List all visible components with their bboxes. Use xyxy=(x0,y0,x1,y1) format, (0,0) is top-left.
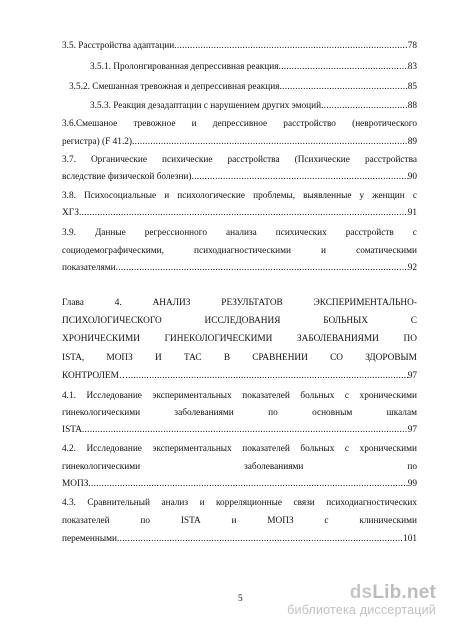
toc-word: экспериментальных xyxy=(152,444,232,454)
toc-entry xyxy=(62,424,417,436)
toc-word: ISTA xyxy=(180,516,201,526)
toc-word: ISTA, xyxy=(62,353,85,363)
toc-word: гинекологическими xyxy=(62,408,141,418)
toc-word: МОПЗ xyxy=(267,516,294,526)
toc-word: расстройств xyxy=(345,228,394,238)
toc-word: ПСИХОЛОГИЧЕСКОГО xyxy=(62,316,162,326)
toc-word: экспериментальных xyxy=(152,391,232,401)
toc-entry xyxy=(62,533,417,545)
toc-word: связи xyxy=(293,498,315,508)
toc-entry-title: 3.5.2. Смешанная тревожная и депрессивная реакция xyxy=(69,82,280,92)
toc-entry-page: 78 xyxy=(407,41,417,51)
toc-word: корреляционные xyxy=(216,498,282,508)
toc-entry-title: регистра) (F 41.2) xyxy=(62,137,133,147)
toc-word: и xyxy=(199,498,205,508)
toc-word: ИССЛЕДОВАНИЯ xyxy=(204,316,281,326)
watermark xyxy=(287,583,436,617)
toc-entry xyxy=(62,40,417,52)
toc-entry-page: 97 xyxy=(407,425,417,435)
toc-word: проблемы, xyxy=(253,191,296,201)
toc-word: с xyxy=(412,228,417,238)
toc-word: СРАВНЕНИИ xyxy=(252,353,308,363)
toc-word: тревожное xyxy=(133,119,176,129)
toc-word: анализ xyxy=(161,498,189,508)
toc-word: с xyxy=(412,191,417,201)
toc-word: больных xyxy=(300,444,335,454)
toc-entry xyxy=(62,207,417,219)
toc-leader xyxy=(117,533,403,545)
toc-entry xyxy=(62,370,417,382)
toc-word: Исследование xyxy=(86,444,142,454)
toc-entry-title: показателями xyxy=(62,263,116,273)
toc-word: В xyxy=(223,353,231,363)
toc-entry-line xyxy=(62,352,417,364)
toc-word: социодемографическими, xyxy=(62,246,164,256)
toc-entry-page: 97 xyxy=(407,371,417,381)
toc-entry-title: КОНТРОЛЕМ… xyxy=(62,371,129,381)
toc-word: депрессивное xyxy=(212,119,268,129)
toc-leader xyxy=(321,100,408,112)
toc-word: Исследование xyxy=(86,391,142,401)
toc-entry-page: 83 xyxy=(407,62,417,72)
toc-leader xyxy=(82,424,408,436)
toc-entry-line xyxy=(62,443,417,455)
toc-leader xyxy=(278,61,407,73)
toc-word: и xyxy=(321,246,327,256)
watermark-logo-ds: ds xyxy=(349,582,373,603)
toc-word: 3.9. xyxy=(62,228,76,238)
toc-word: Психосоциальные xyxy=(84,191,157,201)
watermark-logo xyxy=(287,583,436,603)
toc-entry-title: 3.5.3. Реакция дезадаптации с нарушением других эмоций xyxy=(90,101,322,111)
toc-word: ЗДОРОВЫМ xyxy=(365,353,417,363)
toc-entry-title: ISTA xyxy=(62,425,82,435)
toc-entry-page: 89 xyxy=(407,137,417,147)
toc-entry-title: ХГЗ xyxy=(62,208,79,218)
toc-entry-line xyxy=(62,154,417,166)
toc-entry xyxy=(90,100,417,112)
toc-entry-line xyxy=(62,390,417,402)
toc-entry-page: 88 xyxy=(407,101,417,111)
toc-word: гинекологическими xyxy=(62,462,141,472)
toc-word: регрессионного xyxy=(144,228,208,238)
toc-word: психических xyxy=(275,228,327,238)
toc-word: женщин xyxy=(372,191,405,201)
toc-entry-page: 99 xyxy=(407,479,417,489)
toc-word: основным xyxy=(312,408,353,418)
toc-word: и xyxy=(191,119,197,129)
toc-entry-title: МОПЗ xyxy=(62,479,89,489)
toc-word: Глава xyxy=(62,298,84,308)
toc-word: по xyxy=(140,516,151,526)
toc-word: ХРОНИЧЕСКИМИ xyxy=(62,334,140,344)
toc-leader xyxy=(88,478,407,490)
toc-word: и xyxy=(231,516,237,526)
toc-leader xyxy=(174,40,407,52)
page-number: 5 xyxy=(238,594,243,604)
toc-word: И xyxy=(155,353,162,363)
toc-leader xyxy=(116,262,408,274)
toc-word: Сравнительный xyxy=(87,498,151,508)
toc-word: АНАЛИЗ xyxy=(152,298,191,308)
toc-word: и xyxy=(164,191,170,201)
toc-word: расстройство xyxy=(283,119,336,129)
toc-word: 4.1. xyxy=(62,391,76,401)
toc-word: РЕЗУЛЬТАТОВ xyxy=(221,298,283,308)
toc-word: хроническими xyxy=(359,444,417,454)
toc-word: хроническими xyxy=(359,391,417,401)
toc-entry-line xyxy=(62,333,417,345)
toc-entry-line xyxy=(62,245,417,257)
toc-entry-line xyxy=(62,515,417,527)
toc-word: 3.8. xyxy=(62,191,76,201)
toc-entry-page: 101 xyxy=(403,534,417,544)
toc-word: соматическими xyxy=(356,246,417,256)
toc-word: психологические xyxy=(177,191,246,201)
toc-word: психодиагностических xyxy=(326,498,417,508)
toc-entry-page: 90 xyxy=(407,172,417,182)
toc-entry-line xyxy=(62,407,417,419)
toc-entry-title: вследствие физической болезни) xyxy=(62,172,192,182)
toc-word: Органические xyxy=(90,155,147,165)
toc-word: шкалам xyxy=(386,408,417,418)
toc-entry-line xyxy=(62,190,417,202)
toc-entry xyxy=(62,136,417,148)
toc-word: анализа xyxy=(226,228,257,238)
toc-word: с xyxy=(324,516,329,526)
toc-entry-title: 3.5.1. Пролонгированная депрессивная реакция xyxy=(90,62,279,72)
toc-word: по xyxy=(268,408,278,418)
toc-word: заболеваниями xyxy=(174,408,234,418)
toc-word: (невротического xyxy=(352,119,417,129)
toc-word: ПО xyxy=(403,334,417,344)
toc-word: психические xyxy=(162,155,213,165)
toc-entry-line xyxy=(62,461,417,473)
toc-word: заболеваниями xyxy=(244,462,304,472)
toc-leader xyxy=(79,207,408,219)
toc-word: выявленные xyxy=(303,191,352,201)
toc-leader xyxy=(132,136,408,148)
toc-word: 3.6.Смешаное xyxy=(62,119,118,129)
toc-word: психодиагностическими xyxy=(194,246,291,256)
toc-entry xyxy=(62,262,417,274)
toc-leader xyxy=(192,171,408,183)
toc-word: ЗАБОЛЕВАНИЯМИ xyxy=(297,334,379,344)
toc-word: показателей xyxy=(62,516,110,526)
toc-word: расстройства xyxy=(364,155,417,165)
toc-entry-page: 92 xyxy=(407,263,417,273)
toc-leader xyxy=(128,370,408,382)
toc-entry-page: 91 xyxy=(407,208,417,218)
toc-word: ТАС xyxy=(183,353,202,363)
toc-entry-title: переменными xyxy=(62,534,117,544)
toc-leader xyxy=(279,81,407,93)
toc-word: С xyxy=(410,316,417,326)
toc-word: 3.7. xyxy=(62,155,76,165)
toc-word: с xyxy=(344,444,350,454)
toc-entry xyxy=(69,81,417,93)
toc-word: МОПЗ xyxy=(106,353,133,363)
toc-word: Данные xyxy=(94,228,126,238)
toc-entry-line xyxy=(62,297,417,309)
toc-word: ЭКСПЕРИМЕНТАЛЬНО- xyxy=(313,298,417,308)
toc-entry xyxy=(62,478,417,490)
toc-word: 4.2. xyxy=(62,444,76,454)
toc-word: больных xyxy=(300,391,335,401)
toc-word: у xyxy=(359,191,365,201)
toc-word: по xyxy=(407,462,417,472)
toc-entry-line xyxy=(62,118,417,130)
watermark-subtitle: библиотека диссертаций xyxy=(287,603,436,617)
toc-entry-title: 3.5. Расстройства адаптации xyxy=(62,41,175,51)
toc-entry-page: 85 xyxy=(407,82,417,92)
toc-word: расстройства xyxy=(227,155,280,165)
toc-word: ГИНЕКОЛОГИЧЕСКИМИ xyxy=(164,334,273,344)
toc-word: клиническими xyxy=(359,516,417,526)
toc-entry-line xyxy=(62,227,417,239)
toc-entry xyxy=(90,61,417,73)
toc-word: 4.3. xyxy=(62,498,76,508)
toc-word: СО xyxy=(330,353,343,363)
toc-entry-line xyxy=(62,315,417,327)
toc-word: с xyxy=(344,391,350,401)
toc-word: показателей xyxy=(242,391,290,401)
watermark-logo-lib: Lib.net xyxy=(372,582,436,603)
toc-word: показателей xyxy=(242,444,290,454)
toc-word: 4. xyxy=(114,298,122,308)
toc-entry xyxy=(62,171,417,183)
toc-entry-line xyxy=(62,497,417,509)
toc-word: (Психические xyxy=(294,155,350,165)
toc-word: БОЛЬНЫХ xyxy=(323,316,368,326)
